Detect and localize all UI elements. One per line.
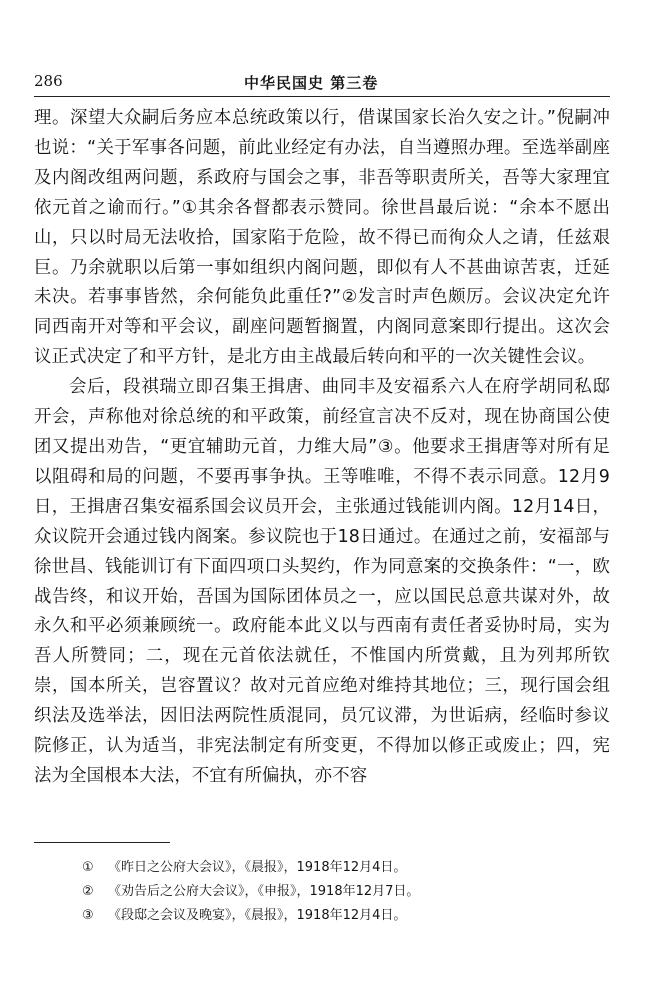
page-number: 286 (34, 72, 63, 90)
footnote-2 (82, 880, 602, 904)
footnote-1 (82, 856, 602, 880)
footnote-marker: ② (82, 884, 94, 899)
footnote-divider (34, 842, 170, 843)
page-header (34, 72, 610, 97)
running-title: 中华民国史 第三卷 (244, 74, 379, 92)
footnote-3 (82, 904, 602, 928)
footnote-marker: ③ (82, 908, 94, 923)
footnote-text: 《段邸之会议及晚宴》，《晨报》，1918年12月4日。 (108, 908, 407, 923)
paragraph-continued: 理。深望大众嗣后务应本总统政策以行，借谋国家长治久安之计。”倪嗣冲也说：“关于军事各问题，前此业经定有办法，自当遵照办理。至选举副座及内阁改组两问题，系政府与国会之事，非吾等职责所关，吾等大家理宜依元首之谕而行。”①其余各督都表示赞同。徐世昌最后说：“余本不愿出山，只以时局无法收拾，国家陷于危险，故不得已而徇众人之请，任兹艰巨。乃余就职以后第一事如组织内阁问题，即似有人不甚曲谅苦衷，迁延未决。若事事皆然，余何能负此重任?”②发言时声色颇厉。会议决定允许同西南开对等和平会议，副座问题暂搁置，内阁同意案即行提出。这次会议正式决定了和平方针，是北方由主战最后转向和平的一次关键性会议。 (34, 108, 610, 368)
footnote-marker: ① (82, 860, 94, 875)
body-text (34, 104, 610, 792)
footnotes (82, 856, 602, 928)
footnote-text: 《劝告后之公府大会议》，《申报》，1918年12月7日。 (108, 884, 420, 899)
paragraph: 会后，段祺瑞立即召集王揖唐、曲同丰及安福系六人在府学胡同私邸开会，声称他对徐总统的和平政策，前经宣言决不反对，现在协商国公使团又提出劝告，“更宜辅助元首，力维大局”③。他要求王揖唐等对所有足以阻碍和局的问题，不要再事争执。王等唯唯，不得不表示同意。12月9日，王揖唐召集安福系国会议员开会，主张通过钱能训内阁。12月14日，众议院开会通过钱内阁案。参议院也于18日通过。在通过之前，安福部与徐世昌、钱能训订有下面四项口头契约，作为同意案的交换条件：“一，欧战告终，和议开始，吾国为国际团体员之一，应以国民总意共谋对外，故永久和平必须兼顾统一。政府能本此义以与西南有责任者妥协时局，实为吾人所赞同；二，现在元首依法就任，不惟国内所赏戴，且为列邦所钦崇，国本所关，岂容置议？故对元首应绝对维持其地位；三，现行国会组织法及选举法，因旧法两院性质混同，员冗议滞，为世诟病，经临时参议院修正，认为适当，非宪法制定有所变更，不得加以修正或废止；四，宪法为全国根本大法，不宜有所偏执，亦不容 (34, 377, 610, 786)
footnote-text: 《昨日之公府大会议》，《晨报》，1918年12月4日。 (108, 860, 407, 875)
